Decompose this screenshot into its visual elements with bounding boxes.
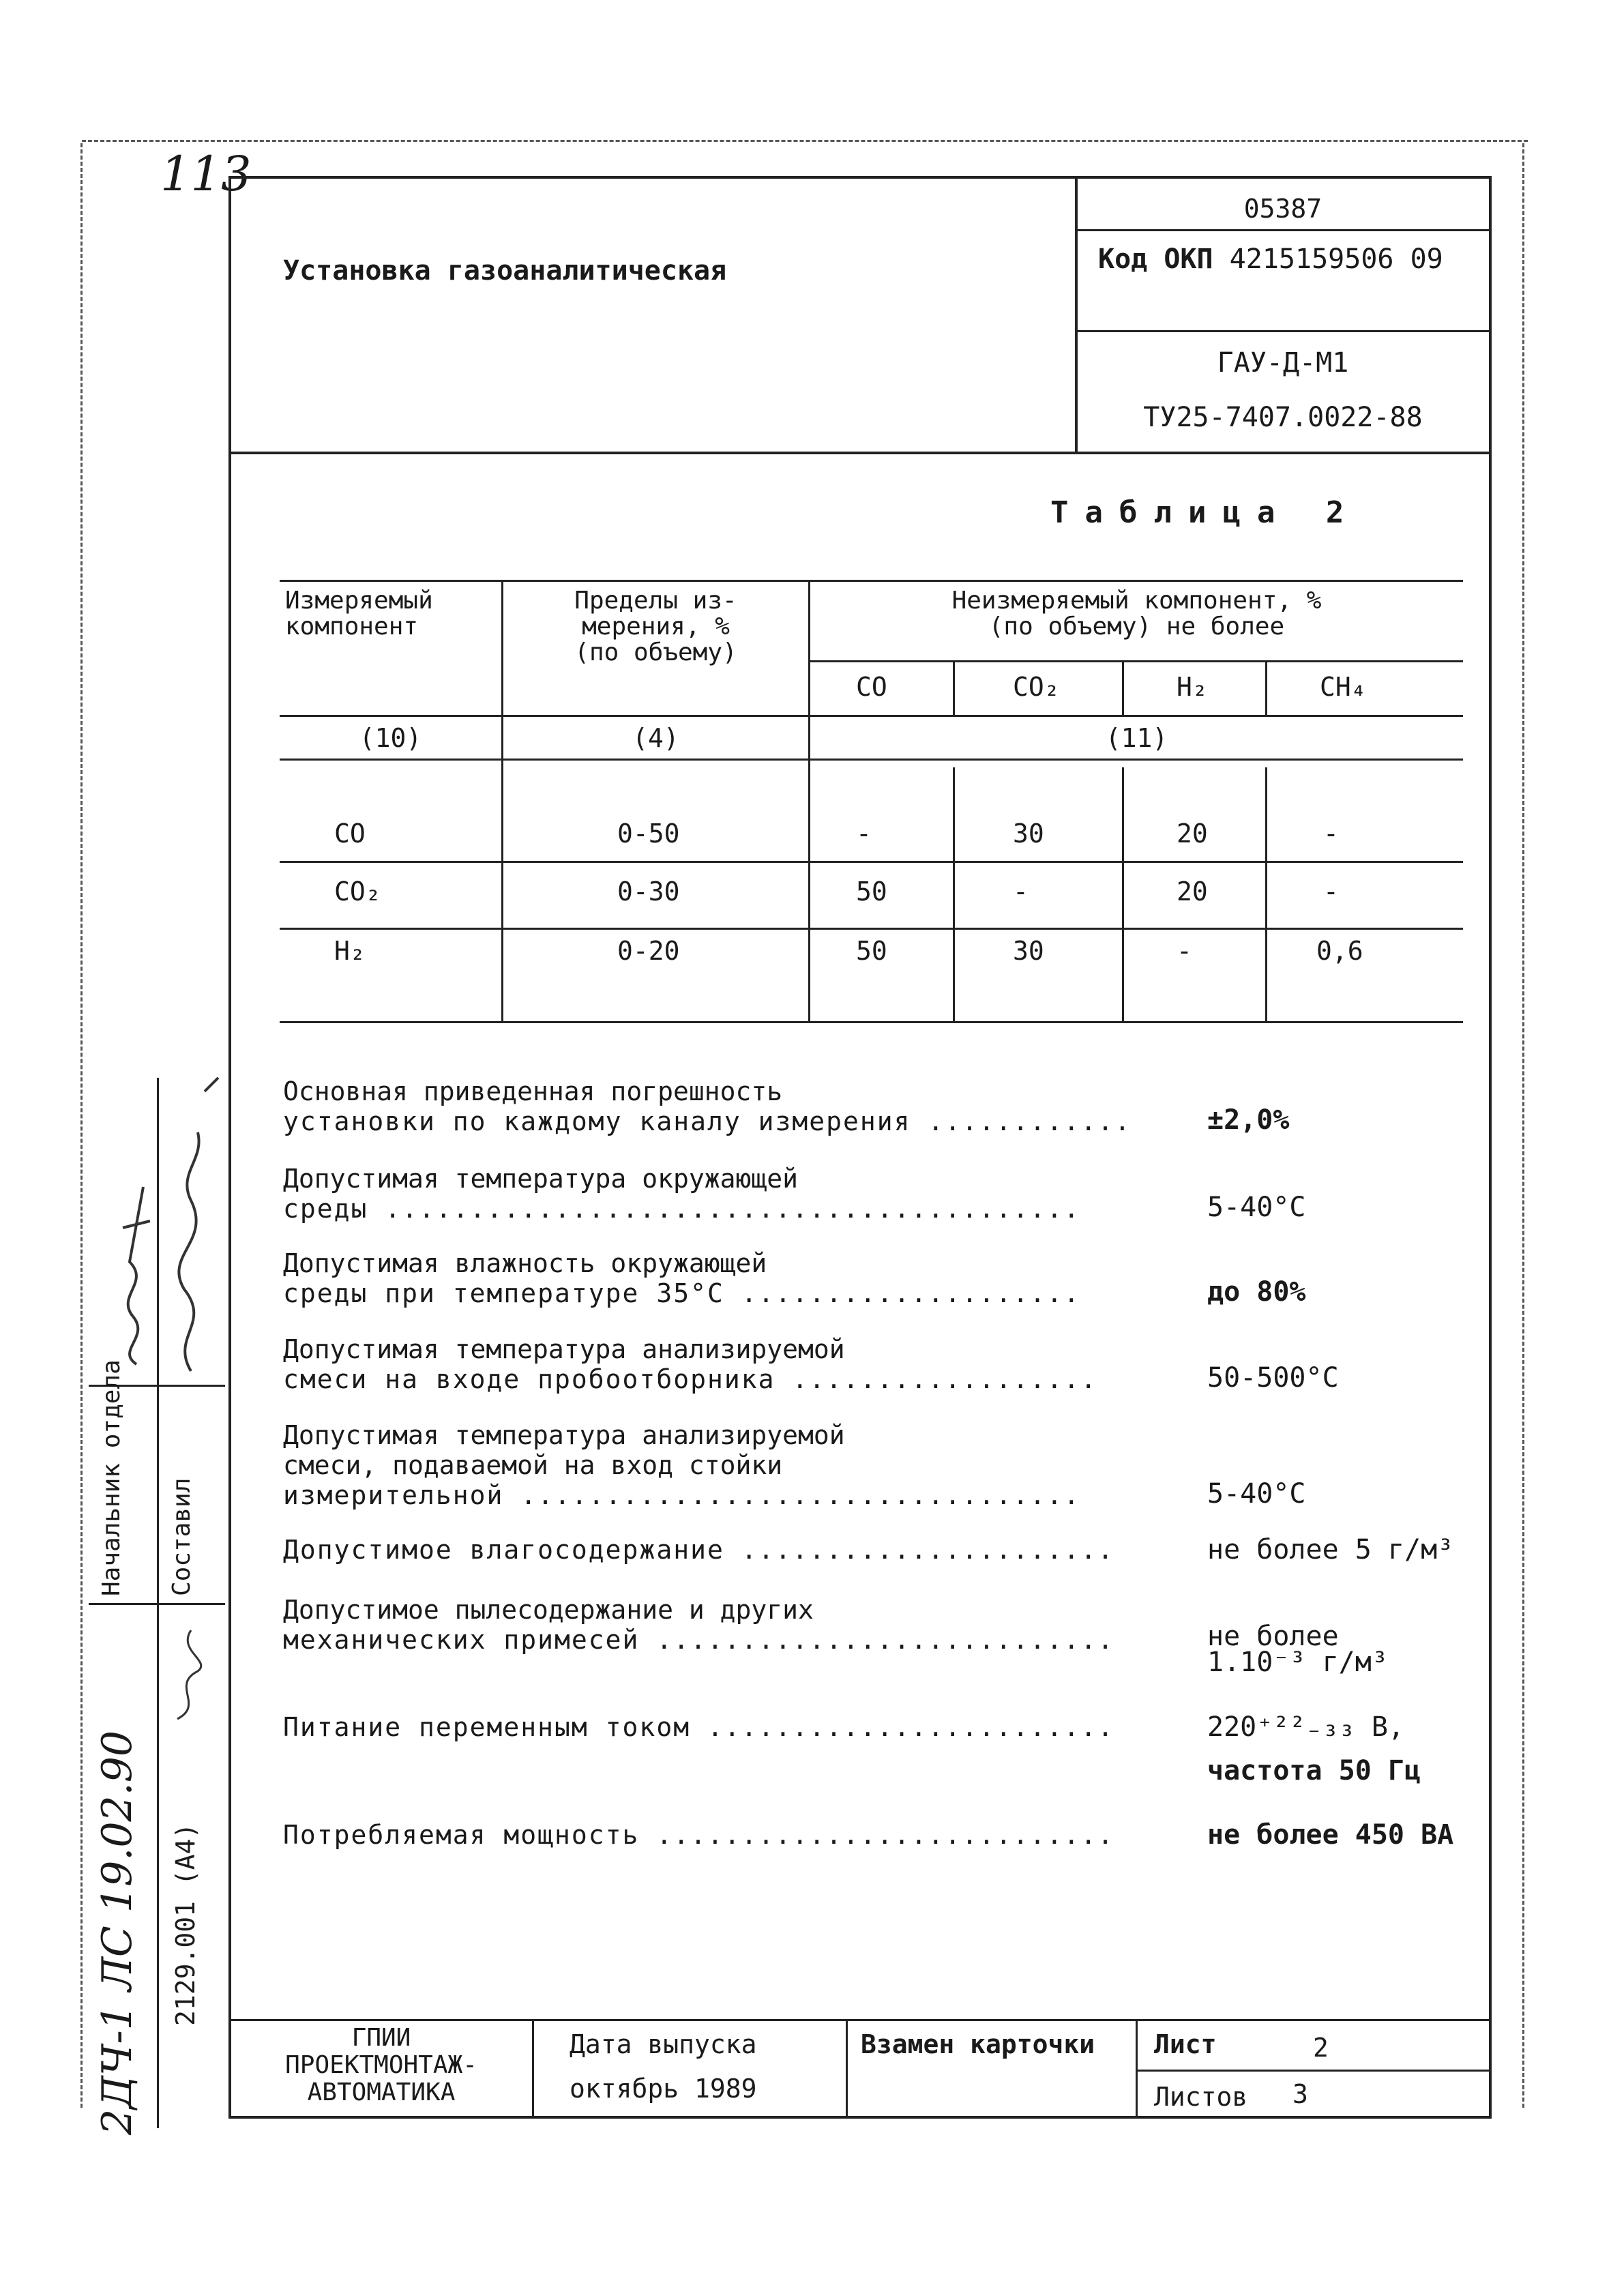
row2-co2: - — [1013, 877, 1029, 907]
table-h2-divider — [1265, 660, 1267, 715]
margin-dept-head: Начальник отдела — [98, 1359, 125, 1596]
header-divider — [228, 452, 1492, 454]
row3-co2: 30 — [1013, 936, 1044, 966]
release-date: октябрь 1989 — [570, 2074, 757, 2104]
col3-header — [810, 588, 1463, 640]
subheader-co: CO — [856, 672, 887, 702]
spec-value-1: ±2,0% — [1207, 1104, 1290, 1136]
table-col2-divider — [808, 580, 810, 1021]
sheets-value: 3 — [1292, 2079, 1308, 2109]
col3-header-line2: (по объему) не более — [988, 613, 1285, 641]
spec-value-7: не более 1.10⁻³ г/м³ — [1207, 1621, 1388, 1678]
row2-component: CO₂ — [334, 877, 381, 907]
subheader-co2: CO₂ — [1013, 672, 1060, 702]
row2-range: 0-30 — [617, 877, 680, 907]
margin-doc-code: 2129.001 (А4) — [171, 1823, 201, 2026]
col1-header-line1: Измеряемый — [285, 587, 433, 615]
col2-header-line1: Пределы из- — [574, 587, 737, 615]
spec-value-4: 50-500°C — [1207, 1362, 1339, 1394]
row1-h2: 20 — [1177, 819, 1208, 849]
row1-co: - — [856, 819, 872, 849]
footer-sheet-line — [1136, 2070, 1492, 2072]
spec-code: ТУ25-7407.0022-88 — [1143, 402, 1423, 433]
header-right-line-1 — [1075, 229, 1491, 231]
subheader-ch4: CH₄ — [1320, 672, 1367, 702]
row3-h2: - — [1177, 936, 1192, 966]
subheader-h2: H₂ — [1177, 672, 1208, 702]
replaces-label: Взамен карточки — [861, 2029, 1095, 2059]
org-line1: ГПИИ — [351, 2024, 411, 2052]
org-line2: ПРОЕКТМОНТАЖ- — [285, 2051, 477, 2079]
spec-value-6: не более 5 г/м³ — [1207, 1534, 1454, 1565]
page-number: 113 — [160, 146, 252, 202]
doc-number: 05387 — [1243, 194, 1322, 224]
spec-label-5: Допустимая температура анализируемой смеси, подаваемой на вход стойки измерительной ................................. — [283, 1420, 1081, 1510]
row2-ch4: - — [1323, 877, 1339, 907]
row3-co: 50 — [856, 936, 887, 966]
header-right-line-2 — [1075, 330, 1491, 332]
col1-header-line2: компонент — [285, 613, 419, 641]
org-line3: АВТОМАТИКА — [307, 2078, 456, 2106]
col1-header — [285, 588, 433, 640]
row1-range: 0-50 — [617, 819, 680, 849]
table-title: Таблица 2 — [1050, 495, 1361, 530]
spec-value-5: 5-40°C — [1207, 1478, 1306, 1510]
outer-top-border — [82, 140, 1528, 142]
margin-handwritten-date: 2ДЧ-1 ЛС 19.02.90 — [93, 1730, 141, 2135]
table-co2-divider-body — [1122, 767, 1124, 1021]
spec-label-1: Основная приведенная погрешность установки по каждому каналу измерения ............ — [283, 1076, 1132, 1136]
margin-compiled: Составил — [168, 1477, 196, 1596]
spec-label-9: Потребляемая мощность ........................... — [283, 1820, 1115, 1850]
spec-label-2: Допустимая температура окружающей среды ......................................... — [283, 1164, 1081, 1224]
spec-label-6: Допустимое влагосодержание ...................... — [283, 1535, 1115, 1565]
signature-dept-head — [102, 1146, 164, 1371]
spec-label-3: Допустимая влажность окружающей среды при температуре 35°C .................... — [283, 1248, 1081, 1308]
sheet-label: Лист — [1154, 2029, 1217, 2059]
row1-ch4: - — [1323, 819, 1339, 849]
row3-component: H₂ — [334, 936, 366, 966]
table-colnum-line — [280, 759, 1463, 761]
sheets-label: Листов — [1154, 2082, 1248, 2112]
spec-value-3: до 80% — [1207, 1276, 1306, 1308]
footer-div-3 — [1136, 2019, 1138, 2119]
row3-ch4: 0,6 — [1316, 936, 1363, 966]
col3-header-line1: Неизмеряемый компонент, % — [951, 587, 1322, 615]
signature-small — [164, 1623, 218, 1726]
table-bottom-line — [280, 1021, 1463, 1023]
spec-label-8: Питание переменным током ........................ — [283, 1712, 1115, 1742]
sheet-value: 2 — [1313, 2033, 1329, 2063]
footer-div-2 — [846, 2019, 848, 2119]
product-name: Установка газоаналитическая — [283, 255, 727, 286]
table-co-divider — [953, 660, 955, 715]
outer-right-border — [1522, 143, 1524, 2108]
okp-code-line — [1098, 244, 1443, 274]
table-header-bottom-line — [280, 715, 1463, 717]
footer-div-1 — [532, 2019, 534, 2119]
okp-code: 4215159506 09 — [1229, 244, 1443, 275]
table-row2-line — [280, 928, 1463, 930]
spec-value-8: 220⁺²²₋₃₃ В, частота 50 Гц — [1207, 1711, 1421, 1786]
table-co-divider-body — [953, 767, 955, 1021]
footer-top-line — [228, 2019, 1492, 2021]
colnum-2: (4) — [632, 723, 679, 753]
table-row1-line — [280, 861, 1463, 863]
table-h2-divider-body — [1265, 767, 1267, 1021]
spec-label-7: Допустимое пылесодержание и других механических примесей ........................... — [283, 1595, 1115, 1655]
table-top-line — [280, 580, 1463, 582]
col2-header — [503, 588, 808, 666]
row1-component: CO — [334, 819, 366, 849]
model-name: ГАУ-Д-М1 — [1217, 347, 1349, 379]
colnum-1: (10) — [359, 723, 422, 753]
col2-header-line2: мерения, % — [582, 613, 730, 641]
row2-h2: 20 — [1177, 877, 1208, 907]
signature-compiled — [164, 1064, 225, 1378]
table-co2-divider — [1122, 660, 1124, 715]
spec-value-9: не более 450 ВА — [1207, 1819, 1454, 1851]
table-subheader-line — [808, 660, 1463, 662]
col2-header-line3: (по объему) — [574, 638, 737, 666]
spec-value-2: 5-40°C — [1207, 1192, 1306, 1223]
row1-co2: 30 — [1013, 819, 1044, 849]
spec-label-4: Допустимая температура анализируемой смеси на входе пробоотборника .................. — [283, 1334, 1098, 1394]
colnum-3: (11) — [1105, 723, 1168, 753]
outer-left-border — [80, 143, 83, 2108]
row2-co: 50 — [856, 877, 887, 907]
footer-org — [231, 2025, 532, 2106]
okp-label: Код ОКП — [1098, 244, 1213, 275]
release-label: Дата выпуска — [570, 2029, 757, 2059]
row3-range: 0-20 — [617, 936, 680, 966]
